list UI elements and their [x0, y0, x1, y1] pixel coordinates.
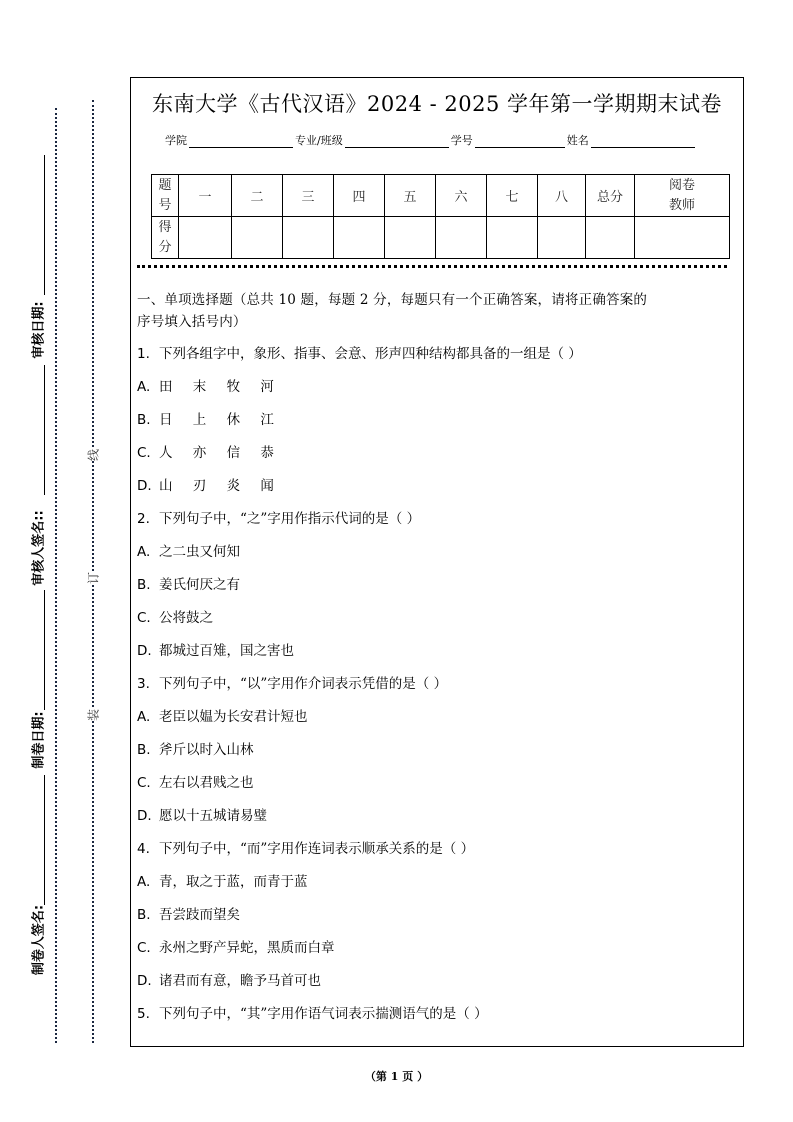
option-a[interactable]: [137, 376, 741, 409]
option-b[interactable]: [137, 409, 741, 442]
question-text: 下列句子中，“以”字用作介词表示凭借的是（ ）: [159, 676, 448, 692]
score-cell[interactable]: [487, 217, 538, 259]
preparer-signature-line[interactable]: [44, 775, 45, 905]
option-key: B.: [137, 577, 151, 593]
option-text: 都城过百雉，国之害也: [159, 643, 294, 659]
dotted-separator: [137, 265, 727, 268]
option-d[interactable]: [137, 970, 741, 1003]
option-text: 人 亦 信 恭: [159, 445, 282, 461]
option-c[interactable]: [137, 607, 741, 640]
option-c[interactable]: [137, 937, 741, 970]
section-heading-line2: 序号填入括号内）: [137, 314, 247, 330]
grader-cell[interactable]: [635, 217, 730, 259]
reviewer-signature-line[interactable]: [44, 365, 45, 495]
score-cell[interactable]: [179, 217, 232, 259]
student-id-field[interactable]: [475, 135, 565, 148]
question-number: 3.: [137, 676, 150, 692]
col-header: 六: [436, 175, 487, 217]
score-cell[interactable]: [436, 217, 487, 259]
score-cell[interactable]: [385, 217, 436, 259]
question-text: 下列句子中，“而”字用作连词表示顺承关系的是（ ）: [159, 841, 475, 857]
grader-header: 阅卷 教师: [635, 175, 730, 217]
review-date-line[interactable]: [44, 155, 45, 295]
option-key: C.: [137, 610, 151, 626]
score-cell[interactable]: [334, 217, 385, 259]
option-key: B.: [137, 742, 151, 758]
col-header: 七: [487, 175, 538, 217]
option-b[interactable]: [137, 904, 741, 937]
option-text: 诸君而有意，瞻予马首可也: [159, 973, 321, 989]
option-key: A.: [137, 874, 151, 890]
option-a[interactable]: [137, 541, 741, 574]
option-d[interactable]: [137, 640, 741, 673]
option-text: 愿以十五城请易璧: [159, 808, 267, 824]
col-header: 八: [538, 175, 586, 217]
question-2: [137, 508, 741, 541]
option-key: C.: [137, 940, 151, 956]
question-4: [137, 838, 741, 871]
question-text: 下列句子中，“其”字用作语气词表示揣测语气的是（ ）: [159, 1006, 488, 1022]
option-text: 田 末 牧 河: [159, 379, 282, 395]
col-header-total: 总分: [586, 175, 635, 217]
option-a[interactable]: [137, 871, 741, 904]
col-header: 一: [179, 175, 232, 217]
option-d[interactable]: [137, 805, 741, 838]
question-5: [137, 1003, 741, 1036]
question-number: 1.: [137, 346, 150, 362]
option-key: D.: [137, 808, 152, 824]
question-number: 2.: [137, 511, 150, 527]
score-cell[interactable]: [232, 217, 283, 259]
option-text: 日 上 休 江: [159, 412, 282, 428]
student-id-label: 学号: [450, 134, 473, 147]
name-label: 姓名: [566, 134, 589, 147]
option-text: 公将鼓之: [159, 610, 213, 626]
question-number: 4.: [137, 841, 150, 857]
option-key: C.: [137, 445, 151, 461]
option-key: B.: [137, 907, 151, 923]
option-text: 吾尝跂而望矣: [159, 907, 240, 923]
option-a[interactable]: [137, 706, 741, 739]
col-header: 五: [385, 175, 436, 217]
section-heading-line1: 一、单项选择题（总共 10 题，每题 2 分，每题只有一个正确答案，请将正确答案的: [137, 292, 648, 308]
option-text: 斧斤以时入山林: [159, 742, 254, 758]
option-d[interactable]: [137, 475, 741, 508]
question-3: [137, 673, 741, 706]
col-header: 三: [283, 175, 334, 217]
option-key: A.: [137, 544, 151, 560]
section-single-choice: [137, 289, 741, 1036]
option-c[interactable]: [137, 772, 741, 805]
prep-date-line[interactable]: [44, 590, 45, 710]
score-cell[interactable]: [283, 217, 334, 259]
score-row: [152, 217, 730, 259]
major-class-label: 专业/班级: [295, 134, 343, 147]
option-key: D.: [137, 973, 152, 989]
score-table: [151, 174, 730, 259]
exam-title: 东南大学《古代汉语》2024 - 2025 学年第一学期期末试卷: [151, 92, 722, 116]
question-text: 下列句子中，“之”字用作指示代词的是（ ）: [159, 511, 421, 527]
major-class-field[interactable]: [345, 135, 449, 148]
section-heading: [137, 289, 741, 333]
option-text: 永州之野产异蛇，黑质而白章: [159, 940, 335, 956]
student-info-row: [165, 132, 697, 148]
option-key: B.: [137, 412, 151, 428]
college-field[interactable]: [189, 135, 293, 148]
option-text: 青，取之于蓝，而青于蓝: [159, 874, 308, 890]
option-text: 左右以君贱之也: [159, 775, 254, 791]
option-c[interactable]: [137, 442, 741, 475]
option-key: C.: [137, 775, 151, 791]
option-key: D.: [137, 478, 152, 494]
option-b[interactable]: [137, 739, 741, 772]
score-cell-total[interactable]: [586, 217, 635, 259]
option-text: 山 刃 炎 闻: [159, 478, 282, 494]
question-text: 下列各组字中，象形、指事、会意、形声四种结构都具备的一组是（ ）: [159, 346, 582, 362]
college-label: 学院: [165, 134, 187, 147]
question-1: [137, 343, 741, 376]
col-header: 二: [232, 175, 283, 217]
score-row-header: 得 分: [152, 217, 179, 259]
exam-frame: [130, 77, 744, 1047]
option-key: A.: [137, 709, 151, 725]
option-text: 姜氏何厌之有: [159, 577, 240, 593]
score-cell[interactable]: [538, 217, 586, 259]
option-key: D.: [137, 643, 152, 659]
question-number-row: [152, 175, 730, 217]
option-text: 之二虫又何知: [159, 544, 240, 560]
question-number: 5.: [137, 1006, 150, 1022]
question-number-header: 题 号: [152, 175, 179, 217]
option-b[interactable]: [137, 574, 741, 607]
name-field[interactable]: [591, 135, 695, 148]
option-text: 老臣以媪为长安君计短也: [159, 709, 308, 725]
inner-dotted-line: [55, 108, 57, 1043]
col-header: 四: [334, 175, 385, 217]
page-number: （第 1 页 ）: [364, 1070, 429, 1083]
option-key: A.: [137, 379, 151, 395]
